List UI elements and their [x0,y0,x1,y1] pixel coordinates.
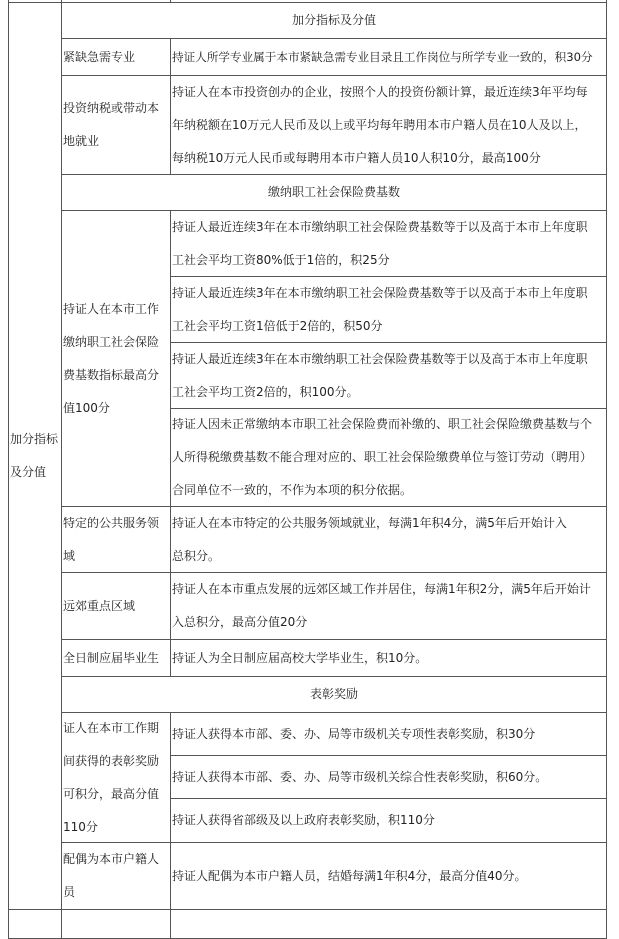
detail-text: 持证人在本市投资创办的企业，按照个人的投资份额计算，最近连续3年平均每年纳税额在10万元人民币及以上或平均每年聘用本市户籍人员在10人及以上，每纳税10万元人民币或每聘用本市户籍人员10人积10分，最高100分 [172,84,588,165]
table-row-category [61,210,171,507]
category-label: 全日制应届毕业生 [63,650,160,665]
table-row-category [61,842,171,910]
table-row-detail [170,842,607,910]
category-label: 证人在本市工作期间获得的表彰奖励可积分，最高分值110分 [63,720,160,834]
bottom-partial-cell-2 [61,909,171,939]
table-row-detail [170,75,607,175]
table-row-detail [170,798,607,843]
section-header-label: 缴纳职工社会保险费基数 [267,185,400,199]
section-header-label: 表彰奖励 [309,687,358,701]
detail-text: 持证人获得本市部、委、办、局等市级机关专项性表彰奖励，积30分 [172,726,536,741]
category-label: 持证人在本市工作缴纳职工社会保险费基数指标最高分值100分 [63,301,160,415]
section-header [61,174,607,211]
detail-text: 持证人在本市重点发展的远郊区域工作并居住，每满1年积2分，满5年后开始计入总积分，最高分值20分 [172,582,591,629]
detail-text: 持证人最近连续3年在本市缴纳职工社会保险费基数等于以及高于本市上年度职工社会平均工资80%低于1倍的，积25分 [172,219,588,267]
table-row-detail [170,506,607,573]
table-row-detail [170,38,607,76]
category-label: 紧缺急需专业 [63,49,136,64]
table-row-detail [170,276,607,343]
detail-text: 持证人为全日制应届高校大学毕业生，积10分。 [172,650,428,665]
table-row-category [61,38,171,76]
detail-text: 持证人在本市特定的公共服务领域就业，每满1年积4分，满5年后开始计入总积分。 [172,515,567,563]
table-row-detail [170,712,607,756]
section-header-label: 加分指标及分值 [291,13,376,27]
detail-text: 持证人因未正常缴纳本市职工社会保险费而补缴的、职工社会保险缴费基数与个人所得税缴费基数不能合理对应的、职工社会保险缴费单位与签订劳动（聘用）合同单位不一致的，不作为本项的积分依据。 [172,417,593,497]
detail-text: 持证人最近连续3年在本市缴纳职工社会保险费基数等于以及高于本市上年度职工社会平均工资2倍的，积100分。 [172,351,588,399]
bottom-partial-cell-3 [170,909,607,939]
detail-text: 持证人所学专业属于本市紧缺急需专业目录且工作岗位与所学专业一致的，积30分 [172,49,593,64]
section-header [61,676,607,713]
detail-text: 持证人配偶为本市户籍人员，结婚每满1年积4分，最高分值40分。 [172,868,527,883]
detail-text: 持证人最近连续3年在本市缴纳职工社会保险费基数等于以及高于本市上年度职工社会平均工资1倍低于2倍的，积50分 [172,285,588,333]
outer-category-label: 加分指标及分值 [10,432,59,479]
bottom-partial-cell-1 [8,909,62,939]
outer-category-cell [8,2,62,910]
detail-text: 持证人获得本市部、委、办、局等市级机关综合性表彰奖励，积60分。 [172,769,548,784]
category-label: 特定的公共服务领域 [63,515,160,563]
category-label: 远郊重点区域 [63,598,136,613]
table-row-detail [170,342,607,409]
table-row-detail [170,408,607,507]
table-row-category [61,572,171,640]
table-row-category [61,75,171,175]
table-row-detail [170,755,607,799]
table-row-detail [170,572,607,640]
category-label: 配偶为本市户籍人员 [63,852,160,899]
table-row-detail [170,639,607,677]
section-header [61,2,607,39]
table-row-detail [170,210,607,277]
table-row-category [61,712,171,843]
table-row-category [61,506,171,573]
detail-text: 持证人获得省部级及以上政府表彰奖励，积110分 [172,813,435,827]
category-label: 投资纳税或带动本地就业 [63,101,160,148]
table-row-category [61,639,171,677]
